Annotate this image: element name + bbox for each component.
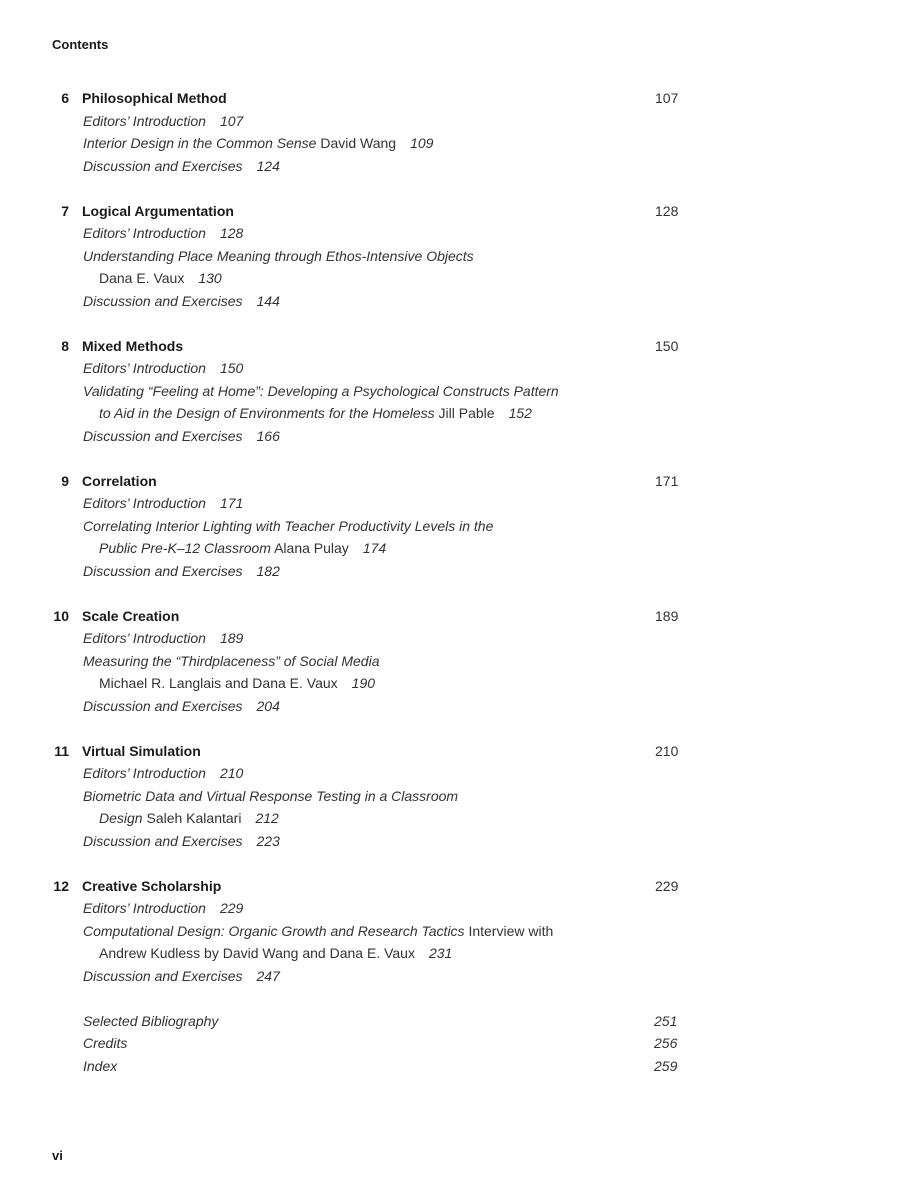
toc-entry-row <box>0 785 900 808</box>
entry-title: Public Pre-K–12 Classroom <box>99 540 271 556</box>
back-matter-row <box>0 1010 900 1033</box>
entry-author: Jill Pable <box>438 405 495 421</box>
entry-title: Discussion and Exercises <box>83 832 243 849</box>
toc-entry-row <box>0 515 900 538</box>
entry-title: Editors’ Introduction <box>83 630 206 646</box>
toc-entry <box>83 897 243 920</box>
entry-author: Saleh Kalantari <box>146 810 242 826</box>
chapter-page: 150 <box>655 337 679 354</box>
entry-page: 171 <box>219 495 244 511</box>
entry-author: Andrew Kudless by David Wang and Dana E. Vaux <box>99 945 415 961</box>
toc-entry <box>83 965 280 988</box>
chapter-heading-row <box>0 740 900 763</box>
entry-page: 130 <box>198 270 222 286</box>
toc-entry-row <box>0 110 900 133</box>
chapter-page: 107 <box>655 90 679 106</box>
toc-entry-row <box>0 380 900 403</box>
toc-entry-row <box>0 492 900 515</box>
entry-title: Computational Design: Organic Growth and Research Tactics <box>83 922 465 939</box>
entry-page: 166 <box>256 427 280 444</box>
chapter-title: Logical Argumentation <box>82 202 234 219</box>
entry-page: 107 <box>219 112 244 129</box>
toc-entry <box>83 650 379 673</box>
chapter-number: 10 <box>53 607 69 624</box>
toc-entry <box>83 222 243 245</box>
toc-entry-row <box>0 425 900 448</box>
entry-title: Editors’ Introduction <box>83 900 206 916</box>
entry-title: Editors’ Introduction <box>83 225 206 241</box>
chapter-section <box>0 335 900 448</box>
toc-entry <box>99 537 386 560</box>
toc-entry <box>99 402 532 425</box>
toc-entry <box>83 762 243 785</box>
toc-entry <box>83 515 493 538</box>
back-matter-title: Credits <box>83 1035 128 1051</box>
chapter-number: 8 <box>61 337 69 354</box>
toc-entry <box>83 560 280 583</box>
chapter-title: Philosophical Method <box>82 90 227 106</box>
back-matter-page: 259 <box>654 1057 678 1074</box>
toc-entry <box>83 492 243 515</box>
back-matter-title: Index <box>83 1057 118 1074</box>
entry-author: Alana Pulay <box>274 540 349 556</box>
chapter-number: 7 <box>61 202 69 219</box>
toc-entry-row <box>0 650 900 673</box>
entry-page: 229 <box>219 900 244 916</box>
entry-title: Measuring the “Thirdplaceness” of Social Media <box>83 652 380 669</box>
chapter-heading-row <box>0 87 900 110</box>
toc-entry <box>83 245 474 268</box>
entry-author: Dana E. Vaux <box>99 270 185 286</box>
chapter-number: 9 <box>61 472 69 489</box>
entry-title: Editors’ Introduction <box>83 765 206 781</box>
toc-entry <box>83 695 280 718</box>
toc-entry <box>83 132 433 155</box>
chapter-number: 11 <box>54 742 69 759</box>
toc-entry <box>83 920 553 943</box>
chapter-section <box>0 875 900 988</box>
toc-entry-row <box>0 965 900 988</box>
toc-entry-row <box>0 267 900 290</box>
page-number: vi <box>52 1148 63 1163</box>
entry-title: Discussion and Exercises <box>83 562 243 579</box>
entry-title: Design <box>99 810 143 826</box>
entry-author: David Wang <box>320 135 397 151</box>
entry-title: Discussion and Exercises <box>83 697 243 714</box>
toc-entry <box>83 830 280 853</box>
back-matter-page: 251 <box>654 1012 678 1029</box>
entry-page: 144 <box>256 292 280 309</box>
chapter-heading-row <box>0 200 900 223</box>
entry-title: Discussion and Exercises <box>83 967 243 984</box>
toc-entry-row <box>0 245 900 268</box>
chapter-heading-row <box>0 605 900 628</box>
toc-entry-row <box>0 897 900 920</box>
entry-title: Editors’ Introduction <box>83 495 206 511</box>
toc-entry-row <box>0 762 900 785</box>
toc-entry-row <box>0 942 900 965</box>
toc-entry-row <box>0 807 900 830</box>
entry-title: Biometric Data and Virtual Response Testing in a Classroom <box>83 787 459 804</box>
toc-entry <box>83 155 280 178</box>
entry-page: 247 <box>256 967 280 984</box>
toc-entry <box>83 110 243 133</box>
chapter-page: 229 <box>655 877 679 894</box>
toc-entry-row <box>0 357 900 380</box>
entry-page: 204 <box>256 697 280 714</box>
chapter-title: Scale Creation <box>82 607 180 624</box>
chapter-title: Correlation <box>82 472 157 489</box>
chapter-number: 12 <box>53 877 69 894</box>
toc-entry-row <box>0 132 900 155</box>
chapter-section <box>0 200 900 313</box>
chapter-section <box>0 740 900 853</box>
toc-entry <box>83 627 243 650</box>
chapter-number: 6 <box>61 90 69 106</box>
entry-title: Editors’ Introduction <box>83 360 206 376</box>
toc-entry-row <box>0 402 900 425</box>
entry-title: Editors’ Introduction <box>83 112 206 129</box>
toc-entry-row <box>0 560 900 583</box>
chapter-title: Virtual Simulation <box>82 742 201 759</box>
back-matter-row <box>0 1032 900 1055</box>
back-matter-row <box>0 1055 900 1078</box>
entry-page: 150 <box>219 360 244 376</box>
chapter-page: 128 <box>655 202 679 219</box>
toc-entry <box>83 425 280 448</box>
entry-page: 223 <box>256 832 280 849</box>
chapter-section <box>0 605 900 718</box>
chapter-heading-row <box>0 470 900 493</box>
entry-title: Interior Design in the Common Sense <box>83 135 317 151</box>
toc-entry-row <box>0 695 900 718</box>
entry-page: 210 <box>219 765 244 781</box>
entry-author: Michael R. Langlais and Dana E. Vaux <box>99 675 338 691</box>
chapter-heading-row <box>0 335 900 358</box>
entry-page: 182 <box>256 562 280 579</box>
entry-page: 109 <box>410 135 434 151</box>
entry-page: 231 <box>428 945 453 961</box>
back-matter-page: 256 <box>654 1035 678 1051</box>
toc-entry-row <box>0 222 900 245</box>
entry-page: 189 <box>219 630 244 646</box>
table-of-contents <box>0 87 900 1077</box>
toc-entry <box>99 267 222 290</box>
toc-entry-row <box>0 155 900 178</box>
toc-entry <box>83 785 458 808</box>
toc-entry-row <box>0 627 900 650</box>
entry-title: to Aid in the Design of Environments for the Homeless <box>99 405 435 421</box>
chapter-heading-row <box>0 875 900 898</box>
chapter-title: Mixed Methods <box>82 337 184 354</box>
toc-entry-row <box>0 537 900 560</box>
entry-page: 190 <box>351 675 376 691</box>
toc-entry <box>99 942 452 965</box>
toc-entry-row <box>0 830 900 853</box>
entry-title: Discussion and Exercises <box>83 292 243 309</box>
back-matter <box>0 1010 900 1078</box>
running-head: Contents <box>52 37 109 52</box>
entry-title: Discussion and Exercises <box>83 427 243 444</box>
entry-page: 128 <box>219 225 244 241</box>
toc-entry-row <box>0 290 900 313</box>
back-matter-title: Selected Bibliography <box>83 1012 219 1029</box>
toc-entry-row <box>0 672 900 695</box>
entry-title: Understanding Place Meaning through Ethos-Intensive Objects <box>83 247 474 264</box>
toc-entry <box>99 807 279 830</box>
chapter-section <box>0 470 900 583</box>
entry-page: 174 <box>362 540 387 556</box>
chapter-title: Creative Scholarship <box>82 877 222 894</box>
entry-title: Discussion and Exercises <box>83 157 243 174</box>
entry-author: Interview with <box>468 922 554 939</box>
toc-entry-row <box>0 920 900 943</box>
chapter-page: 210 <box>655 742 679 759</box>
entry-page: 124 <box>256 157 280 174</box>
toc-entry <box>99 672 375 695</box>
entry-page: 152 <box>508 405 532 421</box>
toc-entry <box>83 357 243 380</box>
chapter-page: 189 <box>655 607 679 624</box>
chapter-page: 171 <box>655 472 679 489</box>
chapter-section <box>0 87 900 177</box>
entry-title: Validating “Feeling at Home”: Developing a Psychological Constructs Pattern <box>83 382 559 399</box>
toc-entry <box>83 290 280 313</box>
toc-entry <box>83 380 559 403</box>
entry-title: Correlating Interior Lighting with Teacher Productivity Levels in the <box>83 517 494 534</box>
entry-page: 212 <box>255 810 279 826</box>
